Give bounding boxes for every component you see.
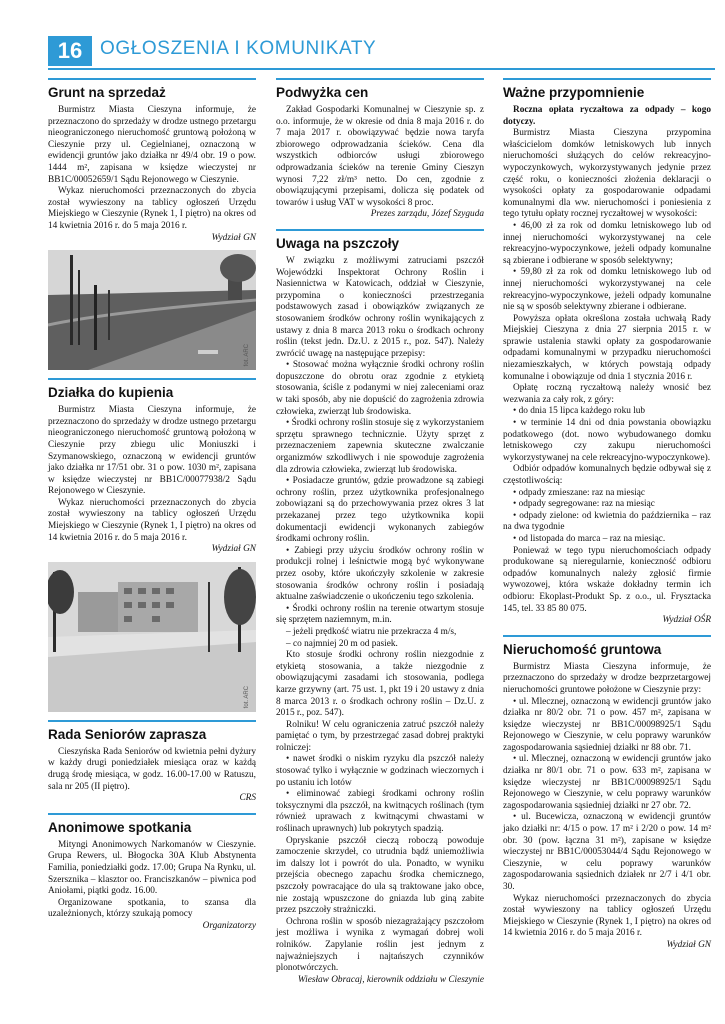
article-signature: Wydział GN — [211, 544, 256, 555]
article-paragraph: – co najmniej 20 m od pasiek. — [286, 638, 398, 649]
column-left — [48, 78, 256, 933]
article-paragraph: Burmistrz Miasta Cieszyna przypomina właścicielom domków letniskowych lub innych nieruchomości służących do celów rekreacyjno-wypoczynkowych, wykorzystywanych jedynie przez część roku, o konieczności złożenia deklaracji o wysokości opłaty za gospodarowanie odpadami komunalnymi dla ww. nieruchomości i poniesienia z tego tytułu opłaty rocznej ryczałtowej w wysokości: — [503, 128, 711, 220]
article-paragraph: • 59,80 zł za rok od domku letniskowego lub od innej nieruchomości wykorzystywanej na cele rekreacyjno-wypoczynkowe, jeżeli odpady komunalne nie są w sposób selektywny zbierane i odbierane. — [503, 267, 711, 313]
article-paragraph: Wykaz nieruchomości przeznaczonych do zbycia został wywieszony na tablicy ogłoszeń Urzędu Miejskiego w Cieszynie (Rynek 1, I piętro) na okres od 14 kwietnia 2016 r. do 5 maja 2016 r. — [503, 893, 711, 939]
article-paragraph: Wykaz nieruchomości przeznaczonych do zbycia został wywieszony na tablicy ogłoszeń Urzędu Miejskiego w Cieszynie (Rynek 1, I piętro) na okres od 14 kwietnia 2016 r. do 5 maja 2016 r. — [48, 497, 256, 543]
article-pszczoly — [276, 229, 484, 986]
article-wazne — [503, 78, 711, 627]
article-paragraph: Burmistrz Miasta Cieszyna informuje, że przeznaczono do sprzedaży w drodze bezprzetargowej nieruchomości gruntowe położone w Cieszynie przy: — [503, 661, 711, 695]
article-paragraph: Ponieważ w tego typu nieruchomościach odpady produkowane są nieregularnie, konieczność odbioru odpadów komunalnych należy zgłosić firmie wywozowej, która wskaże dokładny termin ich odbioru: Ekoplast-Produkt Sp. z o.o., ul. Frysztacka 145, tel. 33 85 80 075. — [503, 545, 711, 614]
article-paragraph: Burmistrz Miasta Cieszyna informuje, że przeznaczono do sprzedaży w drodze ustnego przetargu nieograniczonego nieruchomość gruntową położoną w Cieszynie przy ul. Cegielnianej, oznaczoną w ewidencji gruntów jako działka nr 49/4 obr. 19 o pow. 1444 m², zapisana w księdze wieczystej nr BB1C/00052659/1 Sądu Rejonowego w Cieszynie. — [48, 105, 256, 185]
column-right — [503, 78, 711, 952]
article-paragraph: • nawet środki o niskim ryzyku dla pszczół należy stosować tylko i wyłącznie w godzinach wieczornych i po ustaniu ich lotów — [276, 754, 484, 788]
article-grunt — [48, 78, 256, 370]
article-paragraph: Organizowane spotkania, to szansa dla uzależnionych, którzy szukają pomocy — [48, 897, 256, 920]
photo-blocks — [48, 562, 256, 712]
article-paragraph: • Zabiegi przy użyciu środków ochrony roślin w produkcji rolnej i leśnictwie mogą być wykonywane przez osoby, które ukończyły szkolenie w zakresie stosowania środków ochrony roślin i posiadają aktualne zaświadczenie o ukończeniu tego szkolenia. — [276, 545, 484, 603]
article-title: Rada Seniorów zaprasza — [48, 726, 207, 742]
article-signature: CRS — [239, 793, 256, 804]
article-paragraph: Ochrona roślin w sposób niezagrażający pszczołom jest możliwa i wynika z wymagań dobrej woli rolników. Zapylanie roślin jest jednym z najważniejszych i najtańszych czynników plonotwórczych. — [276, 916, 484, 974]
header-rule — [48, 68, 715, 70]
article-paragraph: – jeżeli prędkość wiatru nie przekracza 4 m/s, — [286, 626, 457, 637]
article-paragraph: • Środki ochrony roślin na terenie otwartym stosuje się sprzętem naziemnym, m.in. — [276, 603, 484, 626]
article-paragraph: Rolniku! W celu ograniczenia zatruć pszczół należy pamiętać o tym, by przestrzegać zasad dobrej praktyki rolniczej: — [276, 719, 484, 753]
article-paragraph: • odpady segregowane: raz na miesiąc — [513, 499, 655, 510]
article-title: Grunt na sprzedaż — [48, 85, 166, 100]
article-paragraph: • do dnia 15 lipca każdego roku lub — [513, 406, 646, 417]
photo-field — [48, 250, 256, 370]
article-nieruchomosc — [503, 635, 711, 952]
article-paragraph: • 46,00 zł za rok od domku letniskowego lub od innej nieruchomości wykorzystywanej na cele rekreacyjno-wypoczynkowe, jeżeli odpady komunalne są zbierane i odbierane w sposób selektywny; — [503, 220, 711, 266]
article-paragraph: • eliminować zabiegi środkami ochrony roślin toksycznymi dla pszczół, na kwitnących roślinach (tym również uprawach z kwitnącymi chwastami w roślinach uprawnych) lub pokrytych spadzią. — [276, 789, 484, 835]
article-paragraph: Opryskanie pszczół cieczą roboczą powoduje zamoczenie skrzydeł, co utrudnia bądź uniemożliwia im dalszy lot i powrót do ula. Ponadto, w wyniku przejścia obecnego zapachu środka chemicznego, pszczoły powracające do ula są traktowane jako obce, nie zostają wpuszczone do gniazda lub giną zabite przez pszczoły strażniczki. — [276, 835, 484, 916]
photo-credit: fot. ARC — [244, 343, 251, 367]
article-title: Nieruchomość gruntowa — [503, 641, 662, 657]
article-title: Uwaga na pszczoły — [276, 235, 400, 251]
article-signature: Prezes zarządu, Józef Szyguda — [370, 209, 484, 220]
article-signature: Organizatorzy — [202, 920, 256, 931]
article-lead: Roczna opłata ryczałtowa za odpady – kogo dotyczy. — [503, 105, 711, 127]
article-signature: Wydział GN — [211, 232, 256, 243]
article-paragraph: Burmistrz Miasta Cieszyna informuje, że przeznaczono do sprzedaży w drodze ustnego przetargu nieograniczonego nieruchomość gruntową położoną w Cieszynie przy zbiegu ulic Moniuszki i Szymanowskiego, oznaczoną w ewidencji gruntów jako działka nr 17/51 obr. 31 o pow. 1030 m², zapisana w księdze wieczystej nr BB1C/00077938/2 Sądu Rejonowego w Cieszynie. — [48, 405, 256, 497]
article-title: Działka do kupienia — [48, 385, 174, 401]
article-paragraph: Cieszyńska Rada Seniorów od kwietnia pełni dyżury w każdy drugi poniedziałek miesiąca oraz w każdą drugą środę miesiąca, w godz. 16.00-17.00 w Ratuszu, sala nr 205 (II piętro). — [48, 746, 256, 792]
article-paragraph: • odpady zielone: od kwietnia do października – raz na dwa tygodnie — [503, 510, 711, 533]
article-paragraph: Zakład Gospodarki Komunalnej w Cieszynie sp. z o.o. informuje, że w okresie od dnia 8 maja 2016 r. do 7 maja 2017 r. obowiązywać będzie nowa taryfa zbiorowego odprowadzania ścieków. Cena dla wszystkich odbiorców usługi zbiorowego odprowadzania ścieków na terenie Gminy Cieszyn wynosi 7,22 zł/m³ netto. Do cen, zgodnie z obowiązującymi przepisami, dolicza się podatek od towarów i usług VAT w wysokości 8 proc. — [276, 105, 484, 208]
photo-credit: fot. ARC — [244, 685, 251, 708]
article-paragraph: • Posiadacze gruntów, gdzie prowadzone są zabiegi ochrony roślin, przez użytkownika profesjonalnego zobowiązani są do przechowywania przez okres 3 lat przekazanej przez tego użytkownika kopii dokumentacji ewidencji wykonanych zabiegów środkami ochrony roślin. — [276, 476, 484, 545]
article-paragraph: Odbiór odpadów komunalnych będzie odbywał się z częstotliwością: — [503, 464, 711, 486]
column-middle — [276, 78, 484, 986]
article-paragraph: W związku z możliwymi zatruciami pszczół Wojewódzki Inspektorat Ochrony Roślin i Nasiennictwa w Katowicach, oddział w Cieszynie, przypomina o konieczności przestrzegania podstawowych zasad i obowiązków związanych ze stosowaniem środków ochrony roślin wynikających z ustawy z dnia 8 marca 2013 roku o środkach ochrony roślin (tekst jedn. Dz.U. z 2015 r., poz. 547). Należy zwrócić uwagę na następujące przepisy: — [276, 255, 484, 359]
section-title: OGŁOSZENIA I KOMUNIKATY — [100, 38, 377, 59]
article-podwyzka — [276, 78, 484, 221]
page-header — [0, 0, 725, 72]
article-paragraph: Powyższa opłata określona została uchwałą Rady Miejskiej Cieszyna z dnia 27 sierpnia 2015 r. w sprawie ustalenia stawki opłaty za gospodarowanie odpadami komunalnymi w przypadku nieruchomości niezamieszkałych, w których powstają odpady komunalne i obowiązuje od dnia 1 stycznia 2016 r. — [503, 313, 711, 382]
article-paragraph: Opłatę roczną ryczałtową należy wnosić bez wezwania za cały rok, z góry: — [503, 383, 711, 405]
page-number: 16 — [48, 36, 92, 66]
article-signature: Wydział GN — [666, 939, 711, 950]
article-signature: Wiesław Obracaj, kierownik oddziału w Cieszynie — [297, 974, 484, 985]
article-paragraph: • ul. Bucewicza, oznaczoną w ewidencji gruntów jako działki nr: 4/15 o pow. 17 m² i 2/20 o pow. 14 m² obr. 30 (pow. łączna 31 m²), zapisane w księdze wieczystej nr BB1C/00053044/4 Sądu Rejonowego w Cieszynie, w celu poprawy warunków zagospodarowania sąsiednich działek nr 2/7 i 4/1 obr. 30. — [503, 812, 711, 892]
article-title: Anonimowe spotkania — [48, 819, 192, 835]
article-anonimowe — [48, 813, 256, 933]
article-paragraph: • ul. Mlecznej, oznaczoną w ewidencji gruntów jako działka nr 80/1 obr. 71 o pow. 633 m², zapisana w księdze wieczystej nr BB1C/00098925/1 Sądu Rejonowego w Cieszynie, w celu poprawy warunków zagospodarowania sąsiedniej działki nr 27 obr. 72. — [503, 754, 711, 811]
article-paragraph: • Środki ochrony roślin stosuje się z wykorzystaniem sprzętu sprawnego technicznie. Użyty sprzęt z przeznaczeniem zapewnia skuteczne zwalczanie organizmów szkodliwych i nie spowoduje zagrożenia dla zdrowia człowieka, zwierząt lub środowiska. — [276, 418, 484, 475]
article-rada — [48, 720, 256, 805]
article-signature: Wydział OŚR — [662, 615, 711, 626]
article-paragraph: • Stosować można wyłącznie środki ochrony roślin dopuszczone do obrotu oraz zgodnie z etykietą stosowania, ściśle z podanymi w niej zaleceniami oraz w taki sposób, aby nie dopuścić do zagrożenia zdrowia człowieka, zwierząt lub środowiska. — [276, 360, 484, 417]
article-paragraph: • od listopada do marca – raz na miesiąc. — [513, 533, 666, 544]
article-paragraph: • odpady zmieszane: raz na miesiąc — [513, 487, 646, 498]
article-paragraph: • w terminie 14 dni od dnia powstania obowiązku podatkowego (dot. nowo wybudowanego domku letniskowego czy zakupu nieruchomości wykorzystywanej na cele rekreacyjno-wypoczynkowe). — [503, 418, 711, 463]
article-paragraph: • ul. Mlecznej, oznaczoną w ewidencji gruntów jako działka nr 80/2 obr. 71 o pow. 457 m², zapisana w księdze wieczystej nr BB1C/00098925/1 Sądu Rejonowego w Cieszynie, w celu poprawy warunków zagospodarowania sąsiedniej działki nr 88 obr. 71. — [503, 696, 711, 753]
article-paragraph: Wykaz nieruchomości przeznaczonych do zbycia został wywieszony na tablicy ogłoszeń Urzędu Miejskiego w Cieszynie (Rynek 1, I piętro) na okres od 14 kwietnia 2016 r. do 5 maja 2016 r. — [48, 186, 256, 231]
article-paragraph: Kto stosuje środki ochrony roślin niezgodnie z etykietą stosowania, a także niezgodnie z obowiązującymi zasadami ich stosowania, podlega karze grzywny (art. 75 ust. 1, pkt 19 i 20 ustawy z dnia 8 marca 2013 r. o środkach ochrony roślin – Dz.U. z 2015 r., poz. 547). — [276, 650, 484, 719]
article-title: Ważne przypomnienie — [503, 85, 645, 100]
article-dzialka — [48, 378, 256, 712]
article-title: Podwyżka cen — [276, 85, 369, 100]
article-paragraph: Mityngi Anonimowych Narkomanów w Cieszynie. Grupa Rewers, ul. Błogocka 30A Klub Abstynenta Familia, poniedziałki godz. 17.00; Grupa Na Rynku, ul. Szersznika – klasztor oo. Franciszkanów – piwnica pod Aniołami, piątki godz. 16.00. — [48, 839, 256, 897]
